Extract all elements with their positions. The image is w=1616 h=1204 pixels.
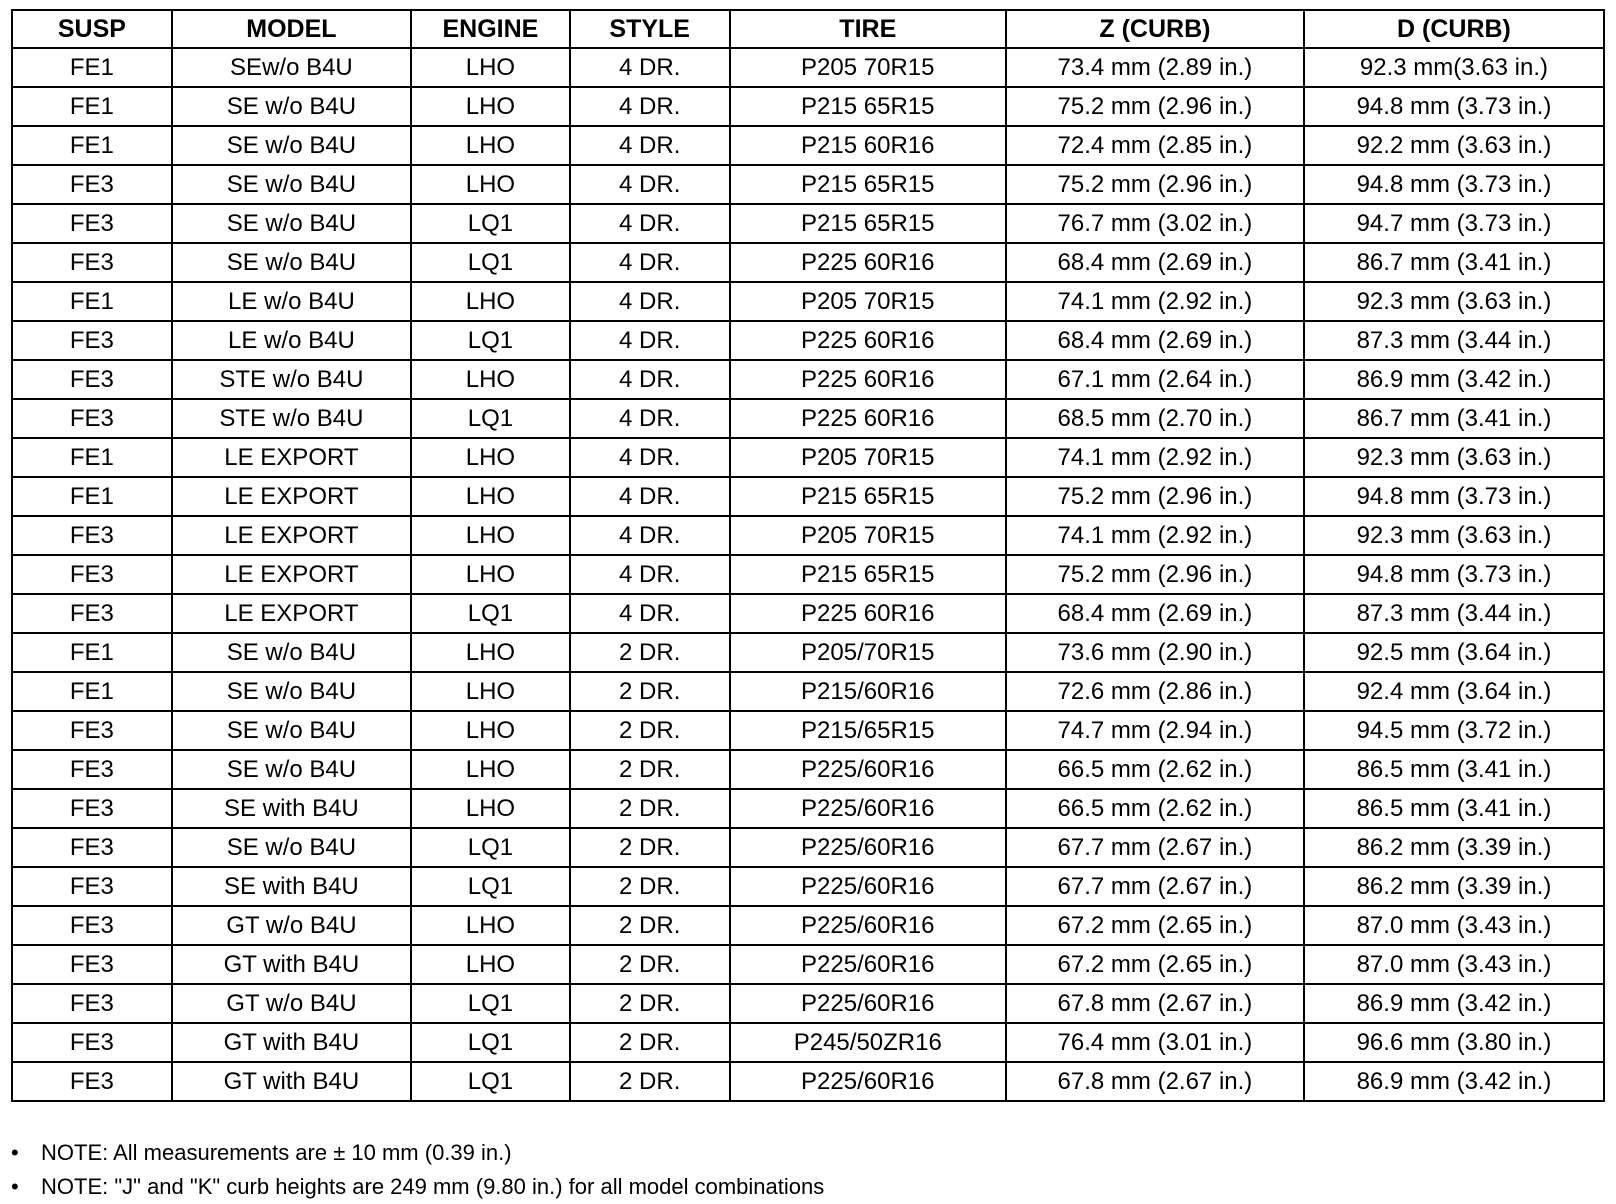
style-cell: 4 DR. xyxy=(570,555,730,594)
model-cell: SE w/o B4U xyxy=(172,711,411,750)
model-cell: LE w/o B4U xyxy=(172,282,411,321)
table-body xyxy=(12,48,1604,1101)
note-text: NOTE: "J" and "K" curb heights are 249 mm (9.80 in.) for all model combinations xyxy=(41,1174,825,1199)
susp-cell: FE3 xyxy=(12,945,172,984)
model-cell: SE w/o B4U xyxy=(172,750,411,789)
z-curb-cell: 75.2 mm (2.96 in.) xyxy=(1006,477,1304,516)
table-row xyxy=(12,321,1604,360)
style-cell: 4 DR. xyxy=(570,165,730,204)
tire-cell: P225/60R16 xyxy=(730,906,1006,945)
z-curb-cell: 67.2 mm (2.65 in.) xyxy=(1006,906,1304,945)
susp-cell: FE3 xyxy=(12,789,172,828)
tire-cell: P225 60R16 xyxy=(730,399,1006,438)
d-curb-cell: 94.8 mm (3.73 in.) xyxy=(1304,87,1604,126)
d-curb-cell: 87.0 mm (3.43 in.) xyxy=(1304,945,1604,984)
model-cell: SE with B4U xyxy=(172,789,411,828)
engine-cell: LHO xyxy=(411,633,570,672)
z-curb-cell: 75.2 mm (2.96 in.) xyxy=(1006,87,1304,126)
d-curb-cell: 92.3 mm (3.63 in.) xyxy=(1304,438,1604,477)
model-cell: GT w/o B4U xyxy=(172,906,411,945)
table-row xyxy=(12,1023,1604,1062)
table-row xyxy=(12,126,1604,165)
model-cell: SE w/o B4U xyxy=(172,204,411,243)
engine-cell: LQ1 xyxy=(411,594,570,633)
engine-cell: LHO xyxy=(411,48,570,87)
model-cell: SE w/o B4U xyxy=(172,828,411,867)
table-row xyxy=(12,516,1604,555)
d-curb-cell: 87.0 mm (3.43 in.) xyxy=(1304,906,1604,945)
tire-cell: P215 65R15 xyxy=(730,555,1006,594)
d-curb-cell: 86.2 mm (3.39 in.) xyxy=(1304,867,1604,906)
d-curb-cell: 94.8 mm (3.73 in.) xyxy=(1304,477,1604,516)
tire-cell: P215 60R16 xyxy=(730,126,1006,165)
model-cell: LE w/o B4U xyxy=(172,321,411,360)
note-measurements xyxy=(11,1136,824,1170)
style-cell: 4 DR. xyxy=(570,321,730,360)
d-curb-cell: 86.5 mm (3.41 in.) xyxy=(1304,789,1604,828)
susp-cell: FE3 xyxy=(12,399,172,438)
tire-cell: P215/60R16 xyxy=(730,672,1006,711)
table-row xyxy=(12,789,1604,828)
engine-cell: LQ1 xyxy=(411,399,570,438)
table-row xyxy=(12,399,1604,438)
tire-cell: P225 60R16 xyxy=(730,243,1006,282)
d-curb-cell: 94.5 mm (3.72 in.) xyxy=(1304,711,1604,750)
z-curb-cell: 67.1 mm (2.64 in.) xyxy=(1006,360,1304,399)
table-row xyxy=(12,87,1604,126)
d-curb-cell: 92.3 mm (3.63 in.) xyxy=(1304,516,1604,555)
z-curb-cell: 66.5 mm (2.62 in.) xyxy=(1006,789,1304,828)
model-cell: GT w/o B4U xyxy=(172,984,411,1023)
table-row xyxy=(12,867,1604,906)
table-row xyxy=(12,477,1604,516)
style-cell: 2 DR. xyxy=(570,828,730,867)
tire-cell: P225/60R16 xyxy=(730,984,1006,1023)
model-cell: SE w/o B4U xyxy=(172,126,411,165)
style-cell: 2 DR. xyxy=(570,867,730,906)
susp-cell: FE1 xyxy=(12,672,172,711)
engine-cell: LHO xyxy=(411,126,570,165)
notes-section xyxy=(11,1136,824,1204)
engine-cell: LHO xyxy=(411,87,570,126)
engine-cell: LHO xyxy=(411,672,570,711)
style-cell: 4 DR. xyxy=(570,48,730,87)
table-row xyxy=(12,906,1604,945)
z-curb-cell: 73.4 mm (2.89 in.) xyxy=(1006,48,1304,87)
col-header-susp: SUSP xyxy=(12,10,172,48)
style-cell: 4 DR. xyxy=(570,243,730,282)
tire-cell: P225 60R16 xyxy=(730,321,1006,360)
table-row xyxy=(12,438,1604,477)
model-cell: SE w/o B4U xyxy=(172,165,411,204)
model-cell: SE w/o B4U xyxy=(172,672,411,711)
engine-cell: LQ1 xyxy=(411,204,570,243)
tire-cell: P225/60R16 xyxy=(730,789,1006,828)
engine-cell: LQ1 xyxy=(411,321,570,360)
z-curb-cell: 67.2 mm (2.65 in.) xyxy=(1006,945,1304,984)
engine-cell: LQ1 xyxy=(411,243,570,282)
d-curb-cell: 92.5 mm (3.64 in.) xyxy=(1304,633,1604,672)
z-curb-cell: 74.1 mm (2.92 in.) xyxy=(1006,438,1304,477)
style-cell: 2 DR. xyxy=(570,711,730,750)
style-cell: 4 DR. xyxy=(570,87,730,126)
model-cell: LE EXPORT xyxy=(172,516,411,555)
table-row xyxy=(12,828,1604,867)
table-row xyxy=(12,945,1604,984)
z-curb-cell: 68.4 mm (2.69 in.) xyxy=(1006,321,1304,360)
d-curb-cell: 86.9 mm (3.42 in.) xyxy=(1304,360,1604,399)
d-curb-cell: 92.3 mm(3.63 in.) xyxy=(1304,48,1604,87)
engine-cell: LHO xyxy=(411,282,570,321)
tire-cell: P215/65R15 xyxy=(730,711,1006,750)
susp-cell: FE1 xyxy=(12,48,172,87)
z-curb-cell: 72.4 mm (2.85 in.) xyxy=(1006,126,1304,165)
z-curb-cell: 76.4 mm (3.01 in.) xyxy=(1006,1023,1304,1062)
z-curb-cell: 76.7 mm (3.02 in.) xyxy=(1006,204,1304,243)
table-row xyxy=(12,672,1604,711)
engine-cell: LHO xyxy=(411,516,570,555)
susp-cell: FE3 xyxy=(12,321,172,360)
d-curb-cell: 86.2 mm (3.39 in.) xyxy=(1304,828,1604,867)
d-curb-cell: 86.9 mm (3.42 in.) xyxy=(1304,984,1604,1023)
susp-cell: FE3 xyxy=(12,555,172,594)
tire-cell: P215 65R15 xyxy=(730,204,1006,243)
susp-cell: FE3 xyxy=(12,984,172,1023)
susp-cell: FE1 xyxy=(12,477,172,516)
col-header-style: STYLE xyxy=(570,10,730,48)
tire-cell: P225/60R16 xyxy=(730,750,1006,789)
engine-cell: LQ1 xyxy=(411,984,570,1023)
tire-cell: P225 60R16 xyxy=(730,360,1006,399)
susp-cell: FE3 xyxy=(12,204,172,243)
style-cell: 2 DR. xyxy=(570,750,730,789)
susp-cell: FE3 xyxy=(12,711,172,750)
table-row xyxy=(12,1062,1604,1101)
susp-cell: FE1 xyxy=(12,87,172,126)
tire-cell: P205/70R15 xyxy=(730,633,1006,672)
table-row xyxy=(12,204,1604,243)
table-row xyxy=(12,243,1604,282)
style-cell: 2 DR. xyxy=(570,945,730,984)
tire-cell: P225/60R16 xyxy=(730,867,1006,906)
table-row xyxy=(12,165,1604,204)
d-curb-cell: 92.3 mm (3.63 in.) xyxy=(1304,282,1604,321)
style-cell: 4 DR. xyxy=(570,282,730,321)
susp-cell: FE3 xyxy=(12,1023,172,1062)
engine-cell: LHO xyxy=(411,906,570,945)
tire-cell: P215 65R15 xyxy=(730,165,1006,204)
col-header-engine: ENGINE xyxy=(411,10,570,48)
model-cell: GT with B4U xyxy=(172,945,411,984)
engine-cell: LQ1 xyxy=(411,1062,570,1101)
style-cell: 2 DR. xyxy=(570,789,730,828)
model-cell: STE w/o B4U xyxy=(172,399,411,438)
note-text: NOTE: All measurements are ± 10 mm (0.39 in.) xyxy=(41,1140,512,1165)
table-row xyxy=(12,48,1604,87)
z-curb-cell: 74.1 mm (2.92 in.) xyxy=(1006,282,1304,321)
style-cell: 2 DR. xyxy=(570,984,730,1023)
z-curb-cell: 73.6 mm (2.90 in.) xyxy=(1006,633,1304,672)
engine-cell: LHO xyxy=(411,555,570,594)
style-cell: 2 DR. xyxy=(570,633,730,672)
model-cell: LE EXPORT xyxy=(172,477,411,516)
bullet-icon: • xyxy=(11,1174,19,1199)
model-cell: LE EXPORT xyxy=(172,438,411,477)
style-cell: 2 DR. xyxy=(570,1023,730,1062)
tire-cell: P225/60R16 xyxy=(730,1062,1006,1101)
model-cell: SE w/o B4U xyxy=(172,87,411,126)
model-cell: SEw/o B4U xyxy=(172,48,411,87)
col-header-d-curb: D (CURB) xyxy=(1304,10,1604,48)
style-cell: 2 DR. xyxy=(570,1062,730,1101)
engine-cell: LQ1 xyxy=(411,828,570,867)
tire-cell: P205 70R15 xyxy=(730,516,1006,555)
z-curb-cell: 74.7 mm (2.94 in.) xyxy=(1006,711,1304,750)
d-curb-cell: 86.7 mm (3.41 in.) xyxy=(1304,399,1604,438)
model-cell: LE EXPORT xyxy=(172,555,411,594)
d-curb-cell: 87.3 mm (3.44 in.) xyxy=(1304,321,1604,360)
z-curb-cell: 66.5 mm (2.62 in.) xyxy=(1006,750,1304,789)
engine-cell: LQ1 xyxy=(411,1023,570,1062)
tire-cell: P225 60R16 xyxy=(730,594,1006,633)
d-curb-cell: 96.6 mm (3.80 in.) xyxy=(1304,1023,1604,1062)
model-cell: SE w/o B4U xyxy=(172,243,411,282)
model-cell: SE with B4U xyxy=(172,867,411,906)
table-row xyxy=(12,711,1604,750)
engine-cell: LHO xyxy=(411,945,570,984)
z-curb-cell: 67.8 mm (2.67 in.) xyxy=(1006,1062,1304,1101)
style-cell: 2 DR. xyxy=(570,906,730,945)
susp-cell: FE1 xyxy=(12,438,172,477)
d-curb-cell: 92.2 mm (3.63 in.) xyxy=(1304,126,1604,165)
susp-cell: FE3 xyxy=(12,360,172,399)
table-header-row xyxy=(12,10,1604,48)
d-curb-cell: 87.3 mm (3.44 in.) xyxy=(1304,594,1604,633)
style-cell: 4 DR. xyxy=(570,204,730,243)
engine-cell: LQ1 xyxy=(411,867,570,906)
style-cell: 4 DR. xyxy=(570,477,730,516)
table-row xyxy=(12,594,1604,633)
model-cell: SE w/o B4U xyxy=(172,633,411,672)
model-cell: GT with B4U xyxy=(172,1062,411,1101)
style-cell: 4 DR. xyxy=(570,399,730,438)
susp-cell: FE3 xyxy=(12,750,172,789)
tire-cell: P215 65R15 xyxy=(730,477,1006,516)
susp-cell: FE3 xyxy=(12,243,172,282)
table-row xyxy=(12,555,1604,594)
z-curb-cell: 75.2 mm (2.96 in.) xyxy=(1006,165,1304,204)
engine-cell: LHO xyxy=(411,789,570,828)
engine-cell: LHO xyxy=(411,360,570,399)
curb-height-table xyxy=(11,9,1605,1102)
table-row xyxy=(12,360,1604,399)
d-curb-cell: 86.5 mm (3.41 in.) xyxy=(1304,750,1604,789)
col-header-model: MODEL xyxy=(172,10,411,48)
z-curb-cell: 67.8 mm (2.67 in.) xyxy=(1006,984,1304,1023)
susp-cell: FE3 xyxy=(12,165,172,204)
style-cell: 4 DR. xyxy=(570,594,730,633)
tire-cell: P205 70R15 xyxy=(730,282,1006,321)
z-curb-cell: 68.4 mm (2.69 in.) xyxy=(1006,594,1304,633)
d-curb-cell: 92.4 mm (3.64 in.) xyxy=(1304,672,1604,711)
model-cell: STE w/o B4U xyxy=(172,360,411,399)
z-curb-cell: 68.5 mm (2.70 in.) xyxy=(1006,399,1304,438)
d-curb-cell: 86.7 mm (3.41 in.) xyxy=(1304,243,1604,282)
d-curb-cell: 94.8 mm (3.73 in.) xyxy=(1304,555,1604,594)
style-cell: 4 DR. xyxy=(570,126,730,165)
tire-cell: P205 70R15 xyxy=(730,438,1006,477)
susp-cell: FE3 xyxy=(12,594,172,633)
z-curb-cell: 68.4 mm (2.69 in.) xyxy=(1006,243,1304,282)
style-cell: 4 DR. xyxy=(570,438,730,477)
col-header-tire: TIRE xyxy=(730,10,1006,48)
engine-cell: LHO xyxy=(411,711,570,750)
z-curb-cell: 74.1 mm (2.92 in.) xyxy=(1006,516,1304,555)
table-row xyxy=(12,750,1604,789)
susp-cell: FE3 xyxy=(12,516,172,555)
susp-cell: FE3 xyxy=(12,1062,172,1101)
table-row xyxy=(12,633,1604,672)
tire-cell: P205 70R15 xyxy=(730,48,1006,87)
note-curb-heights xyxy=(11,1170,824,1204)
style-cell: 2 DR. xyxy=(570,672,730,711)
d-curb-cell: 94.8 mm (3.73 in.) xyxy=(1304,165,1604,204)
model-cell: GT with B4U xyxy=(172,1023,411,1062)
z-curb-cell: 67.7 mm (2.67 in.) xyxy=(1006,828,1304,867)
engine-cell: LHO xyxy=(411,438,570,477)
engine-cell: LHO xyxy=(411,477,570,516)
susp-cell: FE1 xyxy=(12,126,172,165)
d-curb-cell: 86.9 mm (3.42 in.) xyxy=(1304,1062,1604,1101)
bullet-icon: • xyxy=(11,1140,19,1165)
z-curb-cell: 67.7 mm (2.67 in.) xyxy=(1006,867,1304,906)
model-cell: LE EXPORT xyxy=(172,594,411,633)
table-row xyxy=(12,984,1604,1023)
z-curb-cell: 72.6 mm (2.86 in.) xyxy=(1006,672,1304,711)
susp-cell: FE3 xyxy=(12,906,172,945)
susp-cell: FE3 xyxy=(12,828,172,867)
tire-cell: P245/50ZR16 xyxy=(730,1023,1006,1062)
susp-cell: FE3 xyxy=(12,867,172,906)
engine-cell: LHO xyxy=(411,165,570,204)
tire-cell: P215 65R15 xyxy=(730,87,1006,126)
z-curb-cell: 75.2 mm (2.96 in.) xyxy=(1006,555,1304,594)
engine-cell: LHO xyxy=(411,750,570,789)
tire-cell: P225/60R16 xyxy=(730,945,1006,984)
table-row xyxy=(12,282,1604,321)
col-header-z-curb: Z (CURB) xyxy=(1006,10,1304,48)
d-curb-cell: 94.7 mm (3.73 in.) xyxy=(1304,204,1604,243)
tire-cell: P225/60R16 xyxy=(730,828,1006,867)
style-cell: 4 DR. xyxy=(570,360,730,399)
susp-cell: FE1 xyxy=(12,633,172,672)
susp-cell: FE1 xyxy=(12,282,172,321)
style-cell: 4 DR. xyxy=(570,516,730,555)
